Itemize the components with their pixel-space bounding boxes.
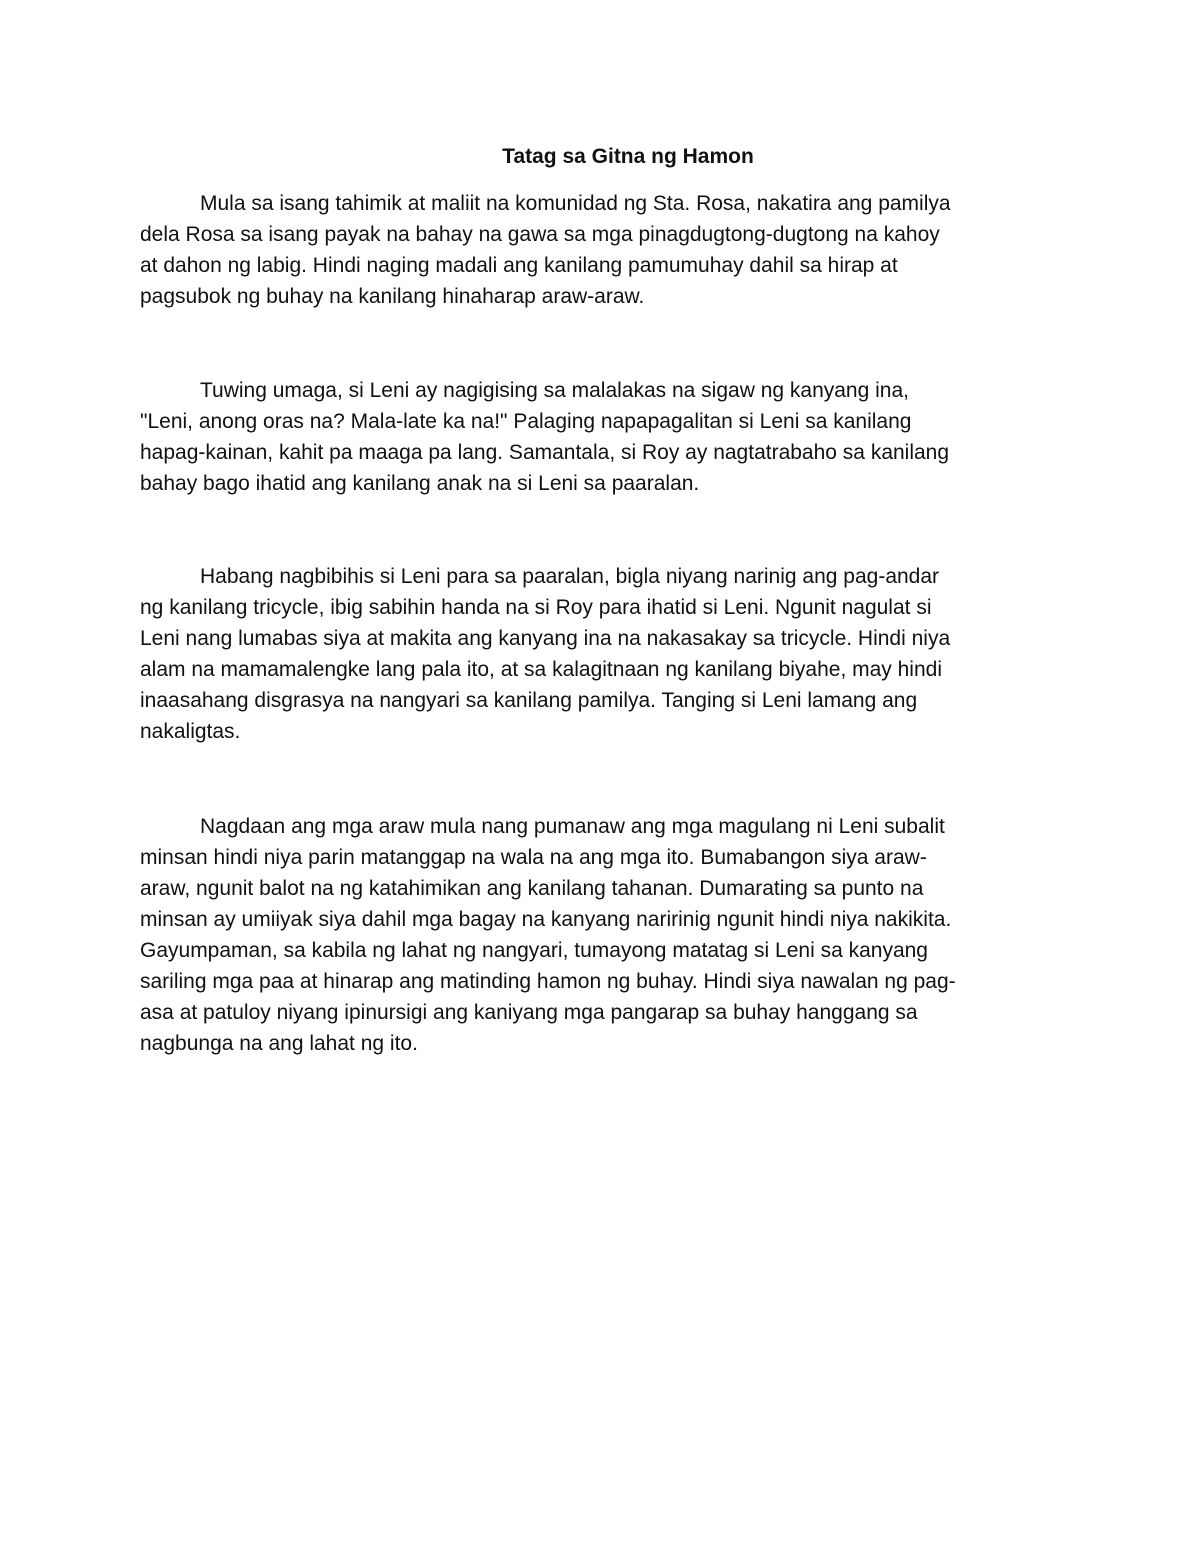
paragraph-1	[140, 188, 1065, 312]
paragraph-line: Leni nang lumabas siya at makita ang kanyang ina na nakasakay sa tricycle. Hindi niya	[140, 627, 951, 650]
paragraph-line: araw, ngunit balot na ng katahimikan ang kanilang tahanan. Dumarating sa punto na	[140, 877, 924, 900]
paragraph-line: pagsubok ng buhay na kanilang hinaharap araw-araw.	[140, 285, 645, 308]
paragraph-line: minsan hindi niya parin matanggap na wala na ang mga ito. Bumabangon siya araw-	[140, 846, 927, 869]
paragraph-line: minsan ay umiiyak siya dahil mga bagay na kanyang naririnig ngunit hindi niya nakikita.	[140, 908, 952, 931]
document-title: Tatag sa Gitna ng Hamon	[502, 145, 754, 168]
paragraph-line: Gayumpaman, sa kabila ng lahat ng nangyari, tumayong matatag si Leni sa kanyang	[140, 939, 928, 962]
paragraph-line: hapag-kainan, kahit pa maaga pa lang. Samantala, si Roy ay nagtatrabaho sa kanilang	[140, 441, 950, 464]
paragraph-line: alam na mamamalengke lang pala ito, at sa kalagitnaan ng kanilang biyahe, may hindi	[140, 658, 942, 681]
paragraph-line: ng kanilang tricycle, ibig sabihin handa na si Roy para ihatid si Leni. Ngunit nagulat si	[140, 596, 932, 619]
paragraph-4	[140, 811, 1065, 1059]
paragraph-2	[140, 375, 1065, 499]
paragraph-line: Tuwing umaga, si Leni ay nagigising sa malalakas na sigaw ng kanyang ina,	[200, 379, 909, 402]
paragraph-line: sariling mga paa at hinarap ang matinding hamon ng buhay. Hindi siya nawalan ng pag-	[140, 970, 956, 993]
paragraph-line: Nagdaan ang mga araw mula nang pumanaw ang mga magulang ni Leni subalit	[200, 815, 945, 838]
paragraph-line: bahay bago ihatid ang kanilang anak na si Leni sa paaralan.	[140, 472, 700, 495]
paragraph-line: "Leni, anong oras na? Mala-late ka na!" Palaging napapagalitan si Leni sa kanilang	[140, 410, 912, 433]
paragraph-3	[140, 561, 1065, 747]
paragraph-line: nakaligtas.	[140, 720, 241, 743]
paragraph-line: asa at patuloy niyang ipinursigi ang kaniyang mga pangarap sa buhay hanggang sa	[140, 1001, 918, 1024]
paragraph-line: Habang nagbibihis si Leni para sa paaralan, bigla niyang narinig ang pag-andar	[200, 565, 940, 588]
paragraph-line: nagbunga na ang lahat ng ito.	[140, 1032, 418, 1055]
paragraph-line: dela Rosa sa isang payak na bahay na gawa sa mga pinagdugtong-dugtong na kahoy	[140, 223, 940, 246]
paragraph-line: at dahon ng labig. Hindi naging madali ang kanilang pamumuhay dahil sa hirap at	[140, 254, 898, 277]
paragraph-line: Mula sa isang tahimik at maliit na komunidad ng Sta. Rosa, nakatira ang pamilya	[200, 192, 951, 215]
paragraph-line: inaasahang disgrasya na nangyari sa kanilang pamilya. Tanging si Leni lamang ang	[140, 689, 918, 712]
